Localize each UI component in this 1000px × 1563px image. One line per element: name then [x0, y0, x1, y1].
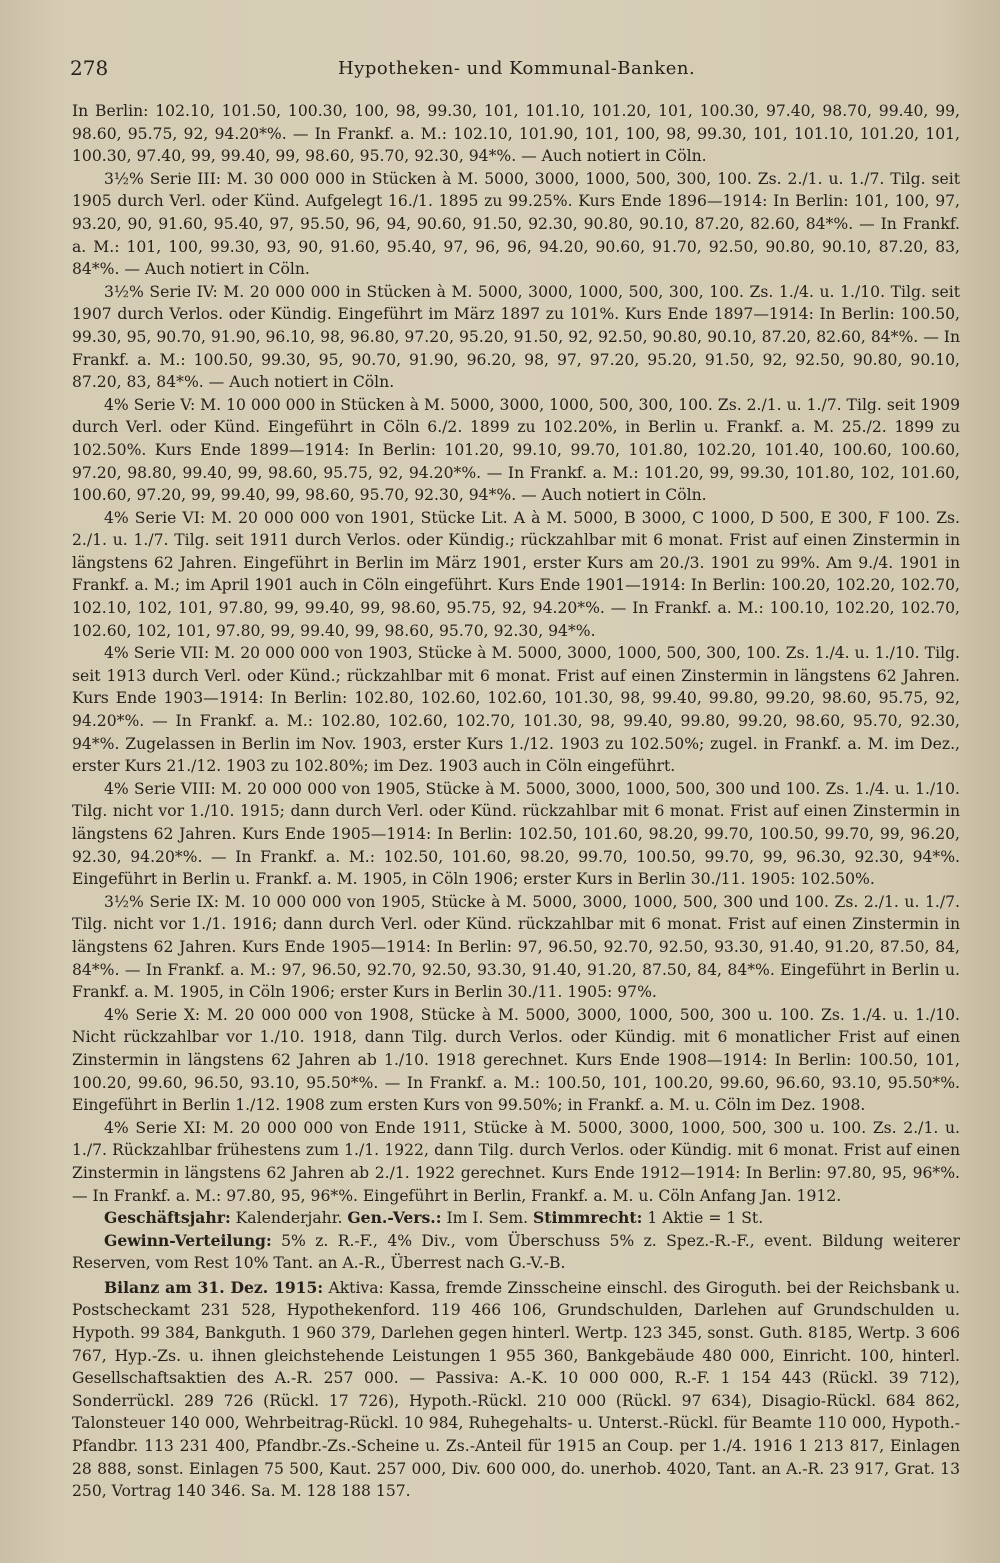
- paragraph-berlin-quotes: In Berlin: 102.10, 101.50, 100.30, 100, 98, 99.30, 101, 101.10, 101.20, 101, 100.30, 97.40, 98.70, 99.40, 99, 98.60, 95.75, 92, 94.20*%. — In Frankf. a. M.: 102.10, 101.90, 101, 100, 98, 99.30, 101, 101.10, 101.20, 101, 100.30, 97.40, 99, 99.40, 99, 98.60, 95.70, 92.30, 94*%. — Auch notiert in Cöln.: [72, 102, 960, 166]
- gewinn-label: Gewinn-Verteilung:: [104, 1230, 272, 1250]
- running-head: Hypotheken- und Kommunal-Banken.: [338, 58, 696, 79]
- paragraph-serie-ix: 3½% Serie IX: M. 10 000 000 von 1905, Stücke à M. 5000, 3000, 1000, 500, 300 und 100. Zs. 2./1. u. 1./7. Tilg. nicht vor 1./1. 1916; dann durch Verl. oder Künd. rückzahlbar mit 6 monat. Frist auf einen Zinstermin in längstens 62 Jahren. Kurs Ende 1905—1914: In Berlin: 97, 96.50, 92.70, 92.50, 93.30, 91.40, 91.20, 87.50, 84, 84*%. — In Frankf. a. M.: 97, 96.50, 92.70, 92.50, 93.30, 91.40, 91.20, 87.50, 84, 84*%. Eingeführt in Berlin u. Frankf. a. M. 1905, in Cöln 1906; erster Kurs in Berlin 30./11. 1905: 97%.: [72, 892, 960, 1002]
- paragraph-serie-xi: 4% Serie XI: M. 20 000 000 von Ende 1911, Stücke à M. 5000, 3000, 1000, 500, 300 u. 100. Zs. 2./1. u. 1./7. Rückzahlbar frühestens zum 1./1. 1922, dann Tilg. durch Verlos. oder Kündig. mit 6 monat. Frist auf einen Zinstermin in längstens 62 Jahren ab 2./1. 1922 gerechnet. Kurs Ende 1912—1914: In Berlin: 97.80, 95, 96*%. — In Frankf. a. M.: 97.80, 95, 96*%. Eingeführt in Berlin, Frankf. a. M. u. Cöln Anfang Jan. 1912.: [72, 1118, 960, 1205]
- page-header: [70, 56, 950, 86]
- paragraph-serie-iv: 3½% Serie IV: M. 20 000 000 in Stücken à M. 5000, 3000, 1000, 500, 300, 100. Zs. 1./4. u. 1./10. Tilg. seit 1907 durch Verlos. oder Kündig. Eingeführt im März 1897 zu 101%. Kurs Ende 1897—1914: In Berlin: 100.50, 99.30, 95, 90.70, 91.90, 96.10, 98, 96.80, 97.20, 95.20, 91.50, 92, 92.50, 90.80, 90.10, 87.20, 82.60, 84*%. — In Frankf. a. M.: 100.50, 99.30, 95, 90.70, 91.90, 96.20, 98, 97, 97.20, 95.20, 91.50, 92, 92.50, 90.80, 90.10, 87.20, 83, 84*%. — Auch notiert in Cöln.: [72, 282, 960, 392]
- paragraph-bilanz: [72, 1277, 960, 1503]
- gen-vers-text: Im I. Sem.: [441, 1209, 534, 1228]
- paragraph-serie-vi: 4% Serie VI: M. 20 000 000 von 1901, Stücke Lit. A à M. 5000, B 3000, C 1000, D 500, E 300, F 100. Zs. 2./1. u. 1./7. Tilg. seit 1911 durch Verlos. oder Kündig.; rückzahlbar mit 6 monat. Frist auf einen Zinstermin in längstens 62 Jahren. Eingeführt in Berlin im März 1901, erster Kurs am 20./3. 1901 zu 99%. Am 9./4. 1901 in Frankf. a. M.; im April 1901 auch in Cöln eingeführt. Kurs Ende 1901—1914: In Berlin: 100.20, 102.20, 102.70, 102.10, 102, 101, 97.80, 99, 99.40, 99, 98.60, 95.75, 92, 94.20*%. — In Frankf. a. M.: 100.10, 102.20, 102.70, 102.60, 102, 101, 97.80, 99, 99.40, 99, 98.60, 95.70, 92.30, 94*%.: [72, 508, 960, 640]
- paragraph-gewinn-verteilung: [72, 1230, 960, 1275]
- paragraph-serie-v: 4% Serie V: M. 10 000 000 in Stücken à M. 5000, 3000, 1000, 500, 300, 100. Zs. 2./1. u. 1./7. Tilg. seit 1909 durch Verl. oder Künd. Eingeführt in Cöln 6./2. 1899 zu 102.20%, in Berlin u. Frankf. a. M. 25./2. 1899 zu 102.50%. Kurs Ende 1899—1914: In Berlin: 101.20, 99.10, 99.70, 101.80, 102.20, 101.40, 100.60, 100.60, 97.20, 98.80, 99.40, 99, 98.60, 95.75, 92, 94.20*%. — In Frankf. a. M.: 101.20, 99, 99.30, 101.80, 102, 101.60, 100.60, 97.20, 99, 99.40, 99, 98.60, 95.70, 92.30, 94*%. — Auch notiert in Cöln.: [72, 395, 960, 505]
- paragraph-serie-vii: 4% Serie VII: M. 20 000 000 von 1903, Stücke à M. 5000, 3000, 1000, 500, 300, 100. Zs. 1./4. u. 1./10. Tilg. seit 1913 durch Verl. oder Künd.; rückzahlbar mit 6 monat. Frist auf einen Zinstermin in längstens 62 Jahren. Kurs Ende 1903—1914: In Berlin: 102.80, 102.60, 102.60, 101.30, 98, 99.40, 99.80, 99.20, 98.60, 95.75, 92, 94.20*%. — In Frankf. a. M.: 102.80, 102.60, 102.70, 101.30, 98, 99.40, 99.80, 99.20, 98.60, 95.70, 92.30, 94*%. Zugelassen in Berlin im Nov. 1903, erster Kurs 1./12. 1903 zu 102.50%; zugel. in Frankf. a. M. im Dez., erster Kurs 21./12. 1903 zu 102.80%; im Dez. 1903 auch in Cöln eingeführt.: [72, 644, 960, 776]
- gewinn-text: 5% z. R.-F., 4% Div., vom Überschuss 5% z. Spez.-R.-F., event. Bildung weiterer Reserven, vom Rest 10% Tant. an A.-R., Überrest nach G.-V.-B.: [72, 1231, 960, 1273]
- geschaeftsjahr-label: Geschäftsjahr:: [104, 1208, 231, 1228]
- paragraph-geschaeftsjahr: [72, 1207, 960, 1230]
- page-body: [72, 100, 960, 1503]
- paragraph-serie-x: 4% Serie X: M. 20 000 000 von 1908, Stücke à M. 5000, 3000, 1000, 500, 300 u. 100. Zs. 1./4. u. 1./10. Nicht rückzahlbar vor 1./10. 1918, dann Tilg. durch Verlos. oder Kündig. mit 6 monatlicher Frist auf einen Zinstermin in längstens 62 Jahren ab 1./10. 1918 gerechnet. Kurs Ende 1908—1914: In Berlin: 100.50, 101, 100.20, 99.60, 96.50, 93.10, 95.50*%. — In Frankf. a. M.: 100.50, 101, 100.20, 99.60, 96.60, 93.10, 95.50*%. Eingeführt in Berlin 1./12. 1908 zum ersten Kurs von 99.50%; in Frankf. a. M. u. Cöln im Dez. 1908.: [72, 1005, 960, 1115]
- geschaeftsjahr-text: Kalenderjahr.: [230, 1209, 348, 1228]
- page-number: 278: [70, 56, 109, 80]
- bilanz-text: Aktiva: Kassa, fremde Zinsscheine einschl. des Giroguth. bei der Reichsbank u. Postscheckamt 231 528, Hypothekenford. 119 466 106, Grundschulden, Darlehen auf Grundschulden u. Hypoth. 99 384, Bankguth. 1 960 379, Darlehen gegen hinterl. Wertp. 123 345, sonst. Guth. 8185, Wertp. 3 606 767, Hyp.-Zs. u. ihnen gleichstehende Leistungen 1 955 360, Bankgebäude 480 000, Einricht. 100, hinterl. Gesellschaftsaktien des A.-R. 257 000. — Passiva: A.-K. 10 000 000, R.-F. 1 154 443 (Rückl. 39 712), Sonderrückl. 289 726 (Rückl. 17 726), Hypoth.-Rückl. 210 000 (Rückl. 97 634), Disagio-Rückl. 684 862, Talonsteuer 140 000, Wehrbeitrag-Rückl. 10 984, Ruhegehalts- u. Unterst.-Rückl. für Beamte 110 000, Hypoth.-Pfandbr. 113 231 400, Pfandbr.-Zs.-Scheine u. Zs.-Anteil für 1915 an Coup. per 1./4. 1916 1 213 817, Einlagen 28 888, sonst. Einlagen 75 500, Kaut. 257 000, Div. 600 000, do. unerhob. 4020, Tant. an A.-R. 23 917, Grat. 13 250, Vortrag 140 346. Sa. M. 128 188 157.: [72, 1278, 960, 1501]
- paragraph-serie-viii: 4% Serie VIII: M. 20 000 000 von 1905, Stücke à M. 5000, 3000, 1000, 500, 300 und 100. Zs. 1./4. u. 1./10. Tilg. nicht vor 1./10. 1915; dann durch Verl. oder Künd. rückzahlbar mit 6 monat. Frist auf einen Zinstermin in längstens 62 Jahren. Kurs Ende 1905—1914: In Berlin: 102.50, 101.60, 98.20, 99.70, 100.50, 99.70, 99, 96.20, 92.30, 94.20*%. — In Frankf. a. M.: 102.50, 101.60, 98.20, 99.70, 100.50, 99.70, 99, 96.30, 92.30, 94*%. Eingeführt in Berlin u. Frankf. a. M. 1905, in Cöln 1906; erster Kurs in Berlin 30./11. 1905: 102.50%.: [72, 779, 960, 889]
- bilanz-label: Bilanz am 31. Dez. 1915:: [104, 1277, 324, 1297]
- paragraph-serie-iii: 3½% Serie III: M. 30 000 000 in Stücken à M. 5000, 3000, 1000, 500, 300, 100. Zs. 2./1. u. 1./7. Tilg. seit 1905 durch Verl. oder Künd. Aufgelegt 16./1. 1895 zu 99.25%. Kurs Ende 1896—1914: In Berlin: 101, 100, 97, 93.20, 90, 91.60, 95.40, 97, 95.50, 96, 94, 90.60, 91.50, 92.30, 90.80, 90.10, 87.20, 82.60, 84*%. — In Frankf. a. M.: 101, 100, 99.30, 93, 90, 91.60, 95.40, 97, 96, 96, 94.20, 90.60, 91.70, 92.50, 90.80, 90.10, 87.20, 83, 84*%. — Auch notiert in Cöln.: [72, 169, 960, 279]
- gen-vers-label: Gen.-Vers.:: [347, 1208, 442, 1228]
- stimmrecht-text: 1 Aktie = 1 St.: [642, 1209, 764, 1228]
- stimmrecht-label: Stimmrecht:: [533, 1208, 643, 1228]
